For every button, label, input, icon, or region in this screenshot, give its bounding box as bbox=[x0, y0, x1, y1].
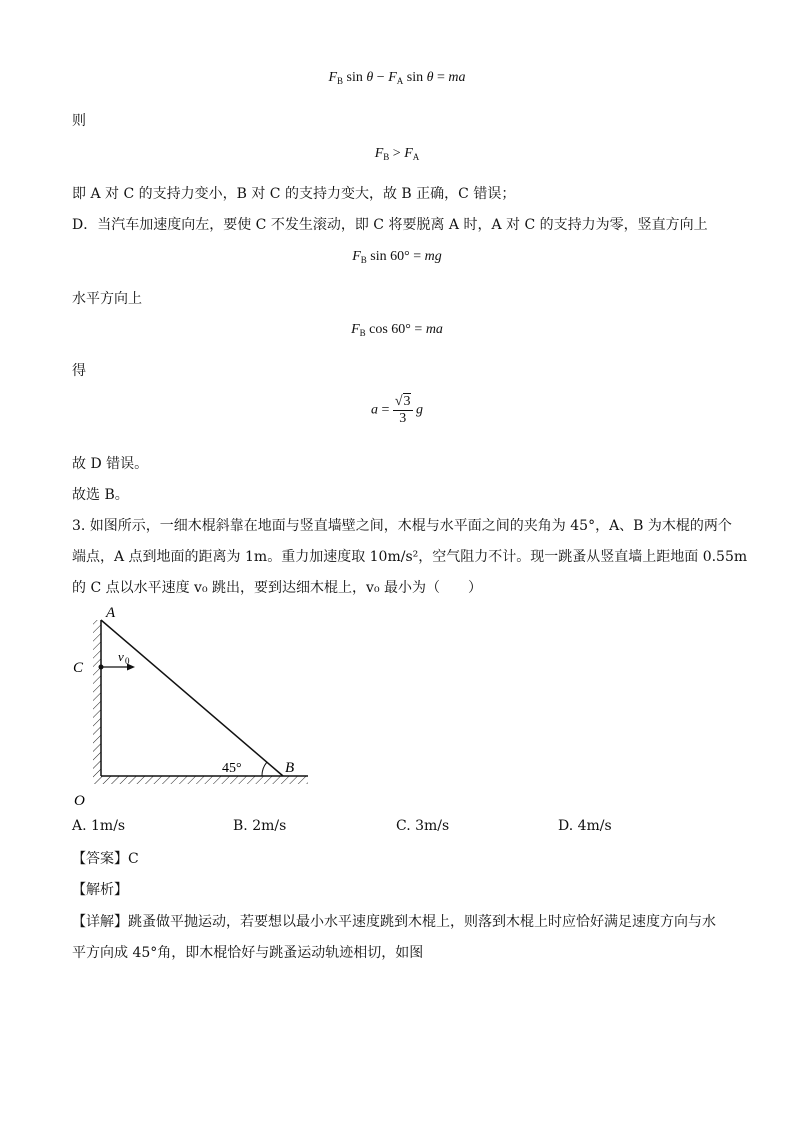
text-d-wrong: 故 D 错误。 bbox=[72, 456, 149, 472]
text-ze: 则 bbox=[72, 113, 86, 129]
label-c: C bbox=[73, 660, 84, 676]
angle-arc bbox=[262, 762, 267, 776]
answer-line bbox=[72, 848, 139, 868]
option-d[interactable]: D. 4m/s bbox=[558, 818, 612, 834]
wall-hatching bbox=[93, 620, 101, 776]
answer-tag: 【答案】 bbox=[72, 851, 128, 867]
text-choose-b: 故选 B。 bbox=[72, 487, 129, 503]
text-horizontal: 水平方向上 bbox=[72, 291, 142, 307]
detail-line-2: 平方向成 45°角，即木棍恰好与跳蚤运动轨迹相切，如图 bbox=[72, 945, 424, 961]
option-c[interactable]: C. 3m/s bbox=[396, 818, 450, 834]
detail-tag: 【详解】 bbox=[72, 914, 128, 930]
detail-line-1 bbox=[72, 911, 716, 931]
equation-horizontal: $F_B$ cos 60° = ma bbox=[351, 322, 443, 338]
answer-value: C bbox=[128, 851, 139, 867]
label-angle: 45° bbox=[222, 761, 242, 776]
analysis-tag: 【解析】 bbox=[72, 882, 128, 898]
equation-acceleration: a = $\frac{√3}{3}$ g bbox=[370, 394, 424, 426]
stick-line bbox=[101, 620, 283, 776]
text-conclusion-bc: 即 A 对 C 的支持力变小，B 对 C 的支持力变大，故 B 正确，C 错误； bbox=[72, 186, 516, 202]
ground-hatching bbox=[93, 776, 308, 784]
question-3-line-2: 端点，A 点到地面的距离为 1m。重力加速度取 10m/s²，空气阻力不计。现一跳蚤从竖直墙上距地面 0.55m bbox=[72, 549, 748, 565]
label-a: A bbox=[106, 605, 116, 621]
label-o: O bbox=[74, 793, 85, 809]
detail-text-1: 跳蚤做平抛运动，若要想以最小水平速度跳到木棍上，则落到木棍上时应恰好满足速度方向与水 bbox=[128, 914, 716, 930]
label-v: v bbox=[118, 649, 124, 664]
option-b[interactable]: B. 2m/s bbox=[233, 818, 287, 834]
label-v-sub: 0 bbox=[125, 656, 130, 666]
equation-fb-gt-fa: $F_B > F_A$ bbox=[374, 146, 420, 162]
wall-stick-figure bbox=[66, 600, 316, 810]
question-3-line-1: 3. 如图所示，一细木棍斜靠在地面与竖直墙壁之间，木棍与水平面之间的夹角为 45°，A、B 为木棍的两个 bbox=[72, 518, 732, 534]
text-de: 得 bbox=[72, 363, 86, 379]
label-b: B bbox=[285, 760, 295, 776]
equation-vertical: $F_B$ sin 60° = mg bbox=[352, 249, 442, 265]
option-a[interactable]: A. 1m/s bbox=[72, 818, 126, 834]
text-option-d-analysis: D．当汽车加速度向左，要使 C 不发生滚动，即 C 将要脱离 A 时，A 对 C 的支持力为零，竖直方向上 bbox=[72, 217, 708, 233]
question-3-line-3: 的 C 点以水平速度 v₀ 跳出，要到达细木棍上，v₀ 最小为（ ） bbox=[72, 580, 483, 596]
equation-force-balance: $F_B$ $\sin \theta - F_A$ sin θ = ma bbox=[328, 70, 466, 86]
